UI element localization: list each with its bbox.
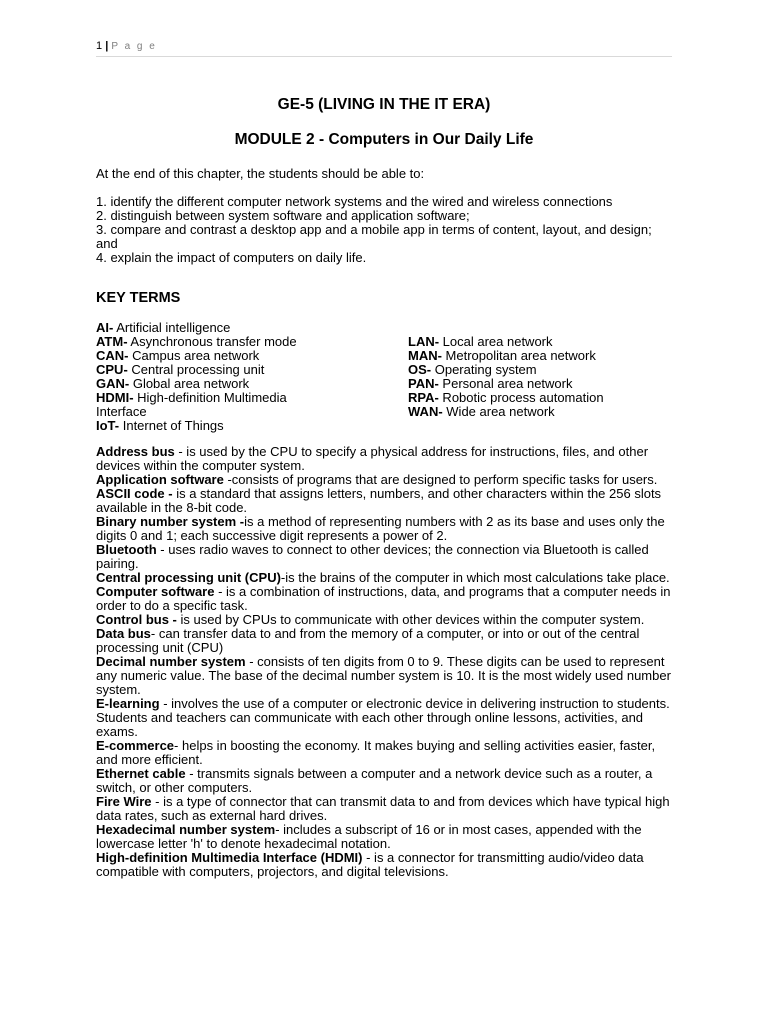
glossary-entry: ASCII code - is a standard that assigns letters, numbers, and other characters within the 256 slots available in the 8-bit code.	[96, 486, 662, 515]
objective-item: 4. explain the impact of computers on daily life.	[96, 250, 367, 265]
glossary-entry: Central processing unit (CPU)-is the brains of the computer in which most calculations take place.	[96, 570, 670, 585]
objective-item: 1. identify the different computer network systems and the wired and wireless connections	[96, 194, 613, 209]
page-separator: |	[105, 40, 109, 52]
key-term: WAN- Wide area network	[408, 404, 555, 419]
key-term: GAN- Global area network	[96, 376, 250, 391]
key-terms-heading: KEY TERMS	[96, 290, 181, 306]
key-term: CPU- Central processing unit	[96, 362, 265, 377]
key-term: ATM- Asynchronous transfer mode	[96, 334, 297, 349]
glossary-entry: Ethernet cable - transmits signals between a computer and a network device such as a router, a switch, or other computers.	[96, 766, 653, 795]
key-term: OS- Operating system	[408, 362, 537, 377]
glossary-entry: Fire Wire - is a type of connector that can transmit data to and from devices which have typical high data rates, such as external hard drives.	[96, 794, 670, 823]
key-terms-left	[96, 321, 297, 433]
key-term: LAN- Local area network	[408, 334, 553, 349]
document-title: GE-5 (LIVING IN THE IT ERA)	[277, 96, 491, 113]
key-term: AI- Artificial intelligence	[96, 320, 231, 335]
key-term: IoT- Internet of Things	[96, 418, 224, 433]
objectives-list	[96, 195, 676, 265]
key-term: PAN- Personal area network	[408, 376, 573, 391]
glossary-entry: Address bus - is used by the CPU to specify a physical address for instructions, files, and other devices within the computer system.	[96, 444, 649, 473]
glossary-entry: E-commerce- helps in boosting the economy. It makes buying and selling activities easier, faster, and more efficient.	[96, 738, 656, 767]
glossary-entry: Decimal number system - consists of ten digits from 0 to 9. These digits can be used to represent any numeric value. The base of the decimal number system is 10. It is the most widely used number system.	[96, 654, 671, 697]
glossary-entry: Bluetooth - uses radio waves to connect to other devices; the connection via Bluetooth is called pairing.	[96, 542, 649, 571]
intro-text: At the end of this chapter, the students should be able to:	[96, 166, 425, 181]
page-number: 1	[96, 40, 103, 52]
objective-item: 3. compare and contrast a desktop app and a mobile app in terms of content, layout, and design; and	[96, 222, 652, 251]
glossary-entry: Control bus - is used by CPUs to communicate with other devices within the computer system.	[96, 612, 645, 627]
glossary-entry: Application software -consists of programs that are designed to perform specific tasks for users.	[96, 472, 658, 487]
module-title: MODULE 2 - Computers in Our Daily Life	[234, 131, 534, 148]
key-term: MAN- Metropolitan area network	[408, 348, 596, 363]
page-header	[96, 40, 672, 57]
key-term: Interface	[96, 404, 147, 419]
page-label: P a g e	[111, 41, 157, 52]
glossary-entry: Data bus- can transfer data to and from the memory of a computer, or into or out of the central processing unit (CPU)	[96, 626, 640, 655]
key-terms-right	[408, 335, 604, 419]
glossary-entry: Hexadecimal number system- includes a subscript of 16 or in most cases, appended with the lowercase letter 'h' to denote hexadecimal notation.	[96, 822, 642, 851]
key-term: RPA- Robotic process automation	[408, 390, 604, 405]
glossary-entry: Computer software - is a combination of instructions, data, and programs that a computer needs in order to do a specific task.	[96, 584, 671, 613]
glossary-entry: Binary number system -is a method of representing numbers with 2 as its base and uses only the digits 0 and 1; each successive digit represents a power of 2.	[96, 514, 665, 543]
glossary-entry: High-definition Multimedia Interface (HDMI) - is a connector for transmitting audio/video data compatible with computers, projectors, and digital televisions.	[96, 850, 644, 879]
objective-item: 2. distinguish between system software and application software;	[96, 208, 470, 223]
glossary	[96, 445, 676, 879]
glossary-entry: E-learning - involves the use of a computer or electronic device in delivering instruction to students. Students and teachers can communicate with each other through online lessons, activities, and exams.	[96, 696, 670, 739]
key-term: CAN- Campus area network	[96, 348, 260, 363]
key-term: HDMI- High-definition Multimedia	[96, 390, 287, 405]
